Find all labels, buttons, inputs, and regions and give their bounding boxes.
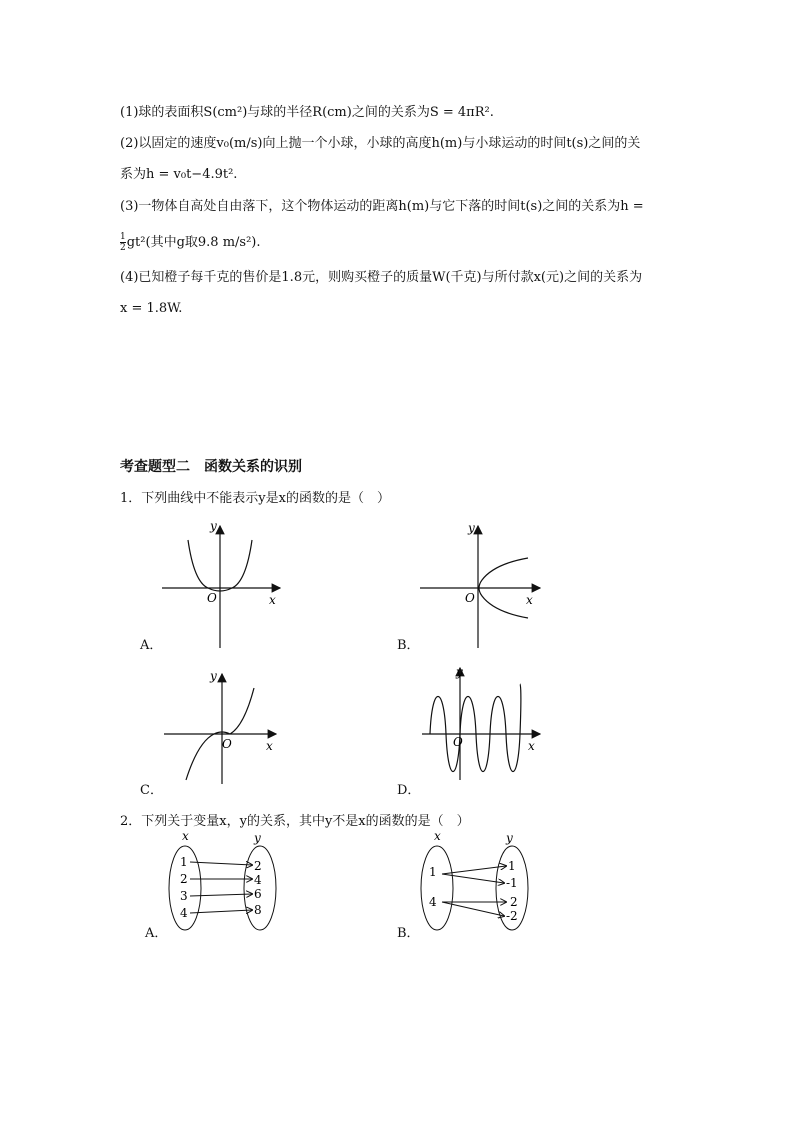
domain-ellipse xyxy=(421,846,453,930)
fraction xyxy=(120,232,126,253)
fraction-numerator: 1 xyxy=(120,232,126,242)
y-label: y xyxy=(210,669,217,683)
origin-label: O xyxy=(453,735,463,749)
paragraph-3-line-2 xyxy=(120,232,261,253)
domain-value: 4 xyxy=(180,906,188,920)
y-label: y xyxy=(456,665,463,679)
range-value: -2 xyxy=(506,909,518,923)
fraction-denominator: 2 xyxy=(120,243,126,253)
domain-value: 2 xyxy=(180,872,188,886)
paragraph-4-line-2: x = 1.8W. xyxy=(120,301,183,316)
mapping-a xyxy=(166,830,296,934)
range-value: 2 xyxy=(510,895,518,909)
graph-b xyxy=(418,520,548,650)
origin-label: O xyxy=(207,591,217,605)
mapping-arrow xyxy=(190,910,252,913)
q1-option-b: B． xyxy=(397,638,420,653)
x-label: x xyxy=(266,739,273,753)
x-label: x xyxy=(528,739,535,753)
range-value: 2 xyxy=(254,859,262,873)
mapping-arrow xyxy=(442,874,504,883)
domain-value: 1 xyxy=(429,865,437,879)
range-value: 6 xyxy=(254,887,262,901)
x-label: x xyxy=(269,593,276,607)
origin-label: O xyxy=(222,737,232,751)
mapping-arrow xyxy=(190,894,252,896)
set-y-label: y xyxy=(506,831,513,845)
range-value: -1 xyxy=(506,876,518,890)
graph-c xyxy=(162,668,292,788)
question-1-stem: 1．下列曲线中不能表示y是x的函数的是（ ） xyxy=(120,491,390,506)
x-label: x xyxy=(526,593,533,607)
domain-value: 3 xyxy=(180,889,188,903)
question-2-stem: 2．下列关于变量x，y的关系，其中y不是x的函数的是（ ） xyxy=(120,814,470,829)
range-value: 1 xyxy=(508,859,516,873)
domain-value: 4 xyxy=(429,895,437,909)
paragraph-1: (1)球的表面积S(cm²)与球的半径R(cm)之间的关系为S = 4πR². xyxy=(120,105,494,120)
mapping-b xyxy=(420,830,550,934)
set-y-label: y xyxy=(254,831,261,845)
graph-a xyxy=(160,520,290,650)
origin-label: O xyxy=(465,591,475,605)
set-x-label: x xyxy=(182,829,189,843)
domain-value: 1 xyxy=(180,855,188,869)
section-title: 考查题型二 函数关系的识别 xyxy=(120,459,302,475)
paragraph-4-line-1: (4)已知橙子每千克的售价是1.8元，则购买橙子的质量W(千克)与所付款x(元)之间的关系为 xyxy=(120,270,643,285)
paragraph-2-line-2: 系为h = v₀t−4.9t². xyxy=(120,167,238,182)
wave-curve xyxy=(430,684,521,772)
range-value: 8 xyxy=(254,903,262,917)
paragraph-3-line-1: (3)一物体自高处自由落下，这个物体运动的距离h(m)与它下落的时间t(s)之间的关系为h = xyxy=(120,199,644,214)
q1-option-c: C． xyxy=(140,783,163,798)
q2-option-a: A． xyxy=(145,926,168,941)
y-label: y xyxy=(210,519,217,533)
paragraph-3-formula: gt²(其中g取9.8 m/s²). xyxy=(126,235,261,250)
q1-option-a: A． xyxy=(140,638,163,653)
q2-option-b: B． xyxy=(397,926,420,941)
q1-option-d: D． xyxy=(397,783,421,798)
y-label: y xyxy=(468,521,475,535)
set-x-label: x xyxy=(434,829,441,843)
mapping-arrow xyxy=(190,862,252,865)
paragraph-2-line-1: (2)以固定的速度v₀(m/s)向上抛一个小球，小球的高度h(m)与小球运动的时间t(s)之间的关 xyxy=(120,136,641,151)
graph-d xyxy=(420,664,550,784)
range-value: 4 xyxy=(254,873,262,887)
